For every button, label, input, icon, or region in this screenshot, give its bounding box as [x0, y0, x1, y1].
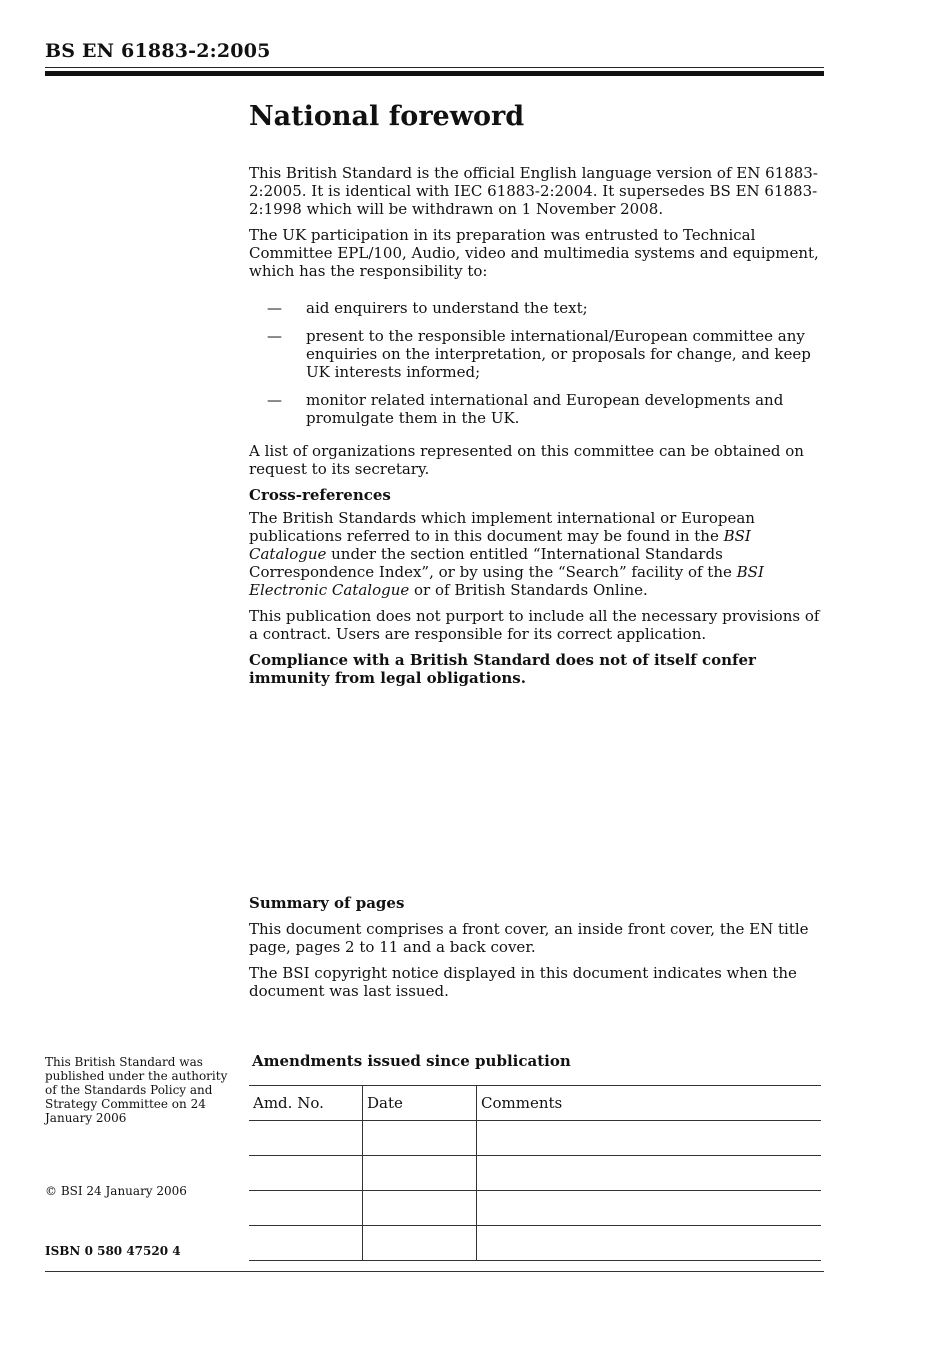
- list-item: — aid enquirers to understand the text;: [267, 299, 588, 317]
- copyright-line: © BSI 24 January 2006: [45, 1184, 187, 1198]
- header-rule-thick: [45, 71, 824, 76]
- amendments-table: [249, 1085, 821, 1261]
- header-rule-thin: [45, 67, 824, 68]
- page-title: National foreword: [249, 101, 525, 132]
- table-row: [249, 1226, 821, 1261]
- committee-list-paragraph: A list of organizations represented on this committee can be obtained on request to its secretary.: [249, 442, 804, 478]
- table-header-row: [249, 1086, 821, 1121]
- foreword-body: [249, 164, 824, 687]
- table-row: [249, 1156, 821, 1191]
- intro-paragraph: This British Standard is the official English language version of EN 61883-2:2005. It is identical with IEC 61883-2:2004. It supersedes BS EN 61883-2:1998 which will be withdrawn on 1 November 2008.: [249, 164, 818, 218]
- summary-heading: Summary of pages: [249, 894, 405, 912]
- responsibility-list: [249, 299, 824, 427]
- column-header-date: Date: [363, 1086, 477, 1121]
- table-row: [249, 1121, 821, 1156]
- bsi-electronic-catalogue-title: BSI Electronic Catalogue: [249, 563, 764, 599]
- participation-paragraph: The UK participation in its preparation was entrusted to Technical Committee EPL/100, Audio, video and multimedia systems and equipment, which has the responsibility to:: [249, 226, 819, 280]
- provisions-paragraph: This publication does not purport to include all the necessary provisions of a contract. Users are responsible for its correct application.: [249, 607, 820, 643]
- authority-note: This British Standard was published under the authority of the Standards Policy and Strategy Committee on 24 January 2006: [45, 1055, 228, 1125]
- document-id: BS EN 61883-2:2005: [45, 40, 271, 62]
- list-marker: —: [267, 299, 282, 317]
- column-header-amd-no: Amd. No.: [249, 1086, 363, 1121]
- cross-references-paragraph: The British Standards which implement international or European publications referred to in this document may be found in the BSI Catalogue under the section entitled “International Standards Correspondence Index”, or by using the “Search” facility of the BSI Electronic Catalogue or of British Standards Online.: [249, 509, 764, 599]
- compliance-statement: Compliance with a British Standard does not of itself confer immunity from legal obligations.: [249, 651, 756, 687]
- footer-rule: [45, 1271, 824, 1272]
- cross-references-heading: Cross-references: [249, 486, 391, 504]
- table-row: [249, 1191, 821, 1226]
- isbn: ISBN 0 580 47520 4: [45, 1244, 181, 1258]
- copyright-notice-paragraph: The BSI copyright notice displayed in this document indicates when the document was last issued.: [249, 964, 797, 1000]
- list-item: — present to the responsible international/European committee any enquiries on the interpretation, or proposals for change, and keep UK interests informed;: [267, 327, 811, 381]
- summary-paragraph: This document comprises a front cover, an inside front cover, the EN title page, pages 2 to 11 and a back cover.: [249, 920, 809, 956]
- column-header-comments: Comments: [477, 1086, 822, 1121]
- amendments-title: Amendments issued since publication: [252, 1052, 571, 1070]
- list-marker: —: [267, 327, 282, 345]
- list-marker: —: [267, 391, 282, 409]
- summary-section: [249, 894, 824, 1000]
- bsi-catalogue-title: BSI Catalogue: [249, 527, 751, 563]
- list-item: — monitor related international and European developments and promulgate them in the UK.: [267, 391, 784, 427]
